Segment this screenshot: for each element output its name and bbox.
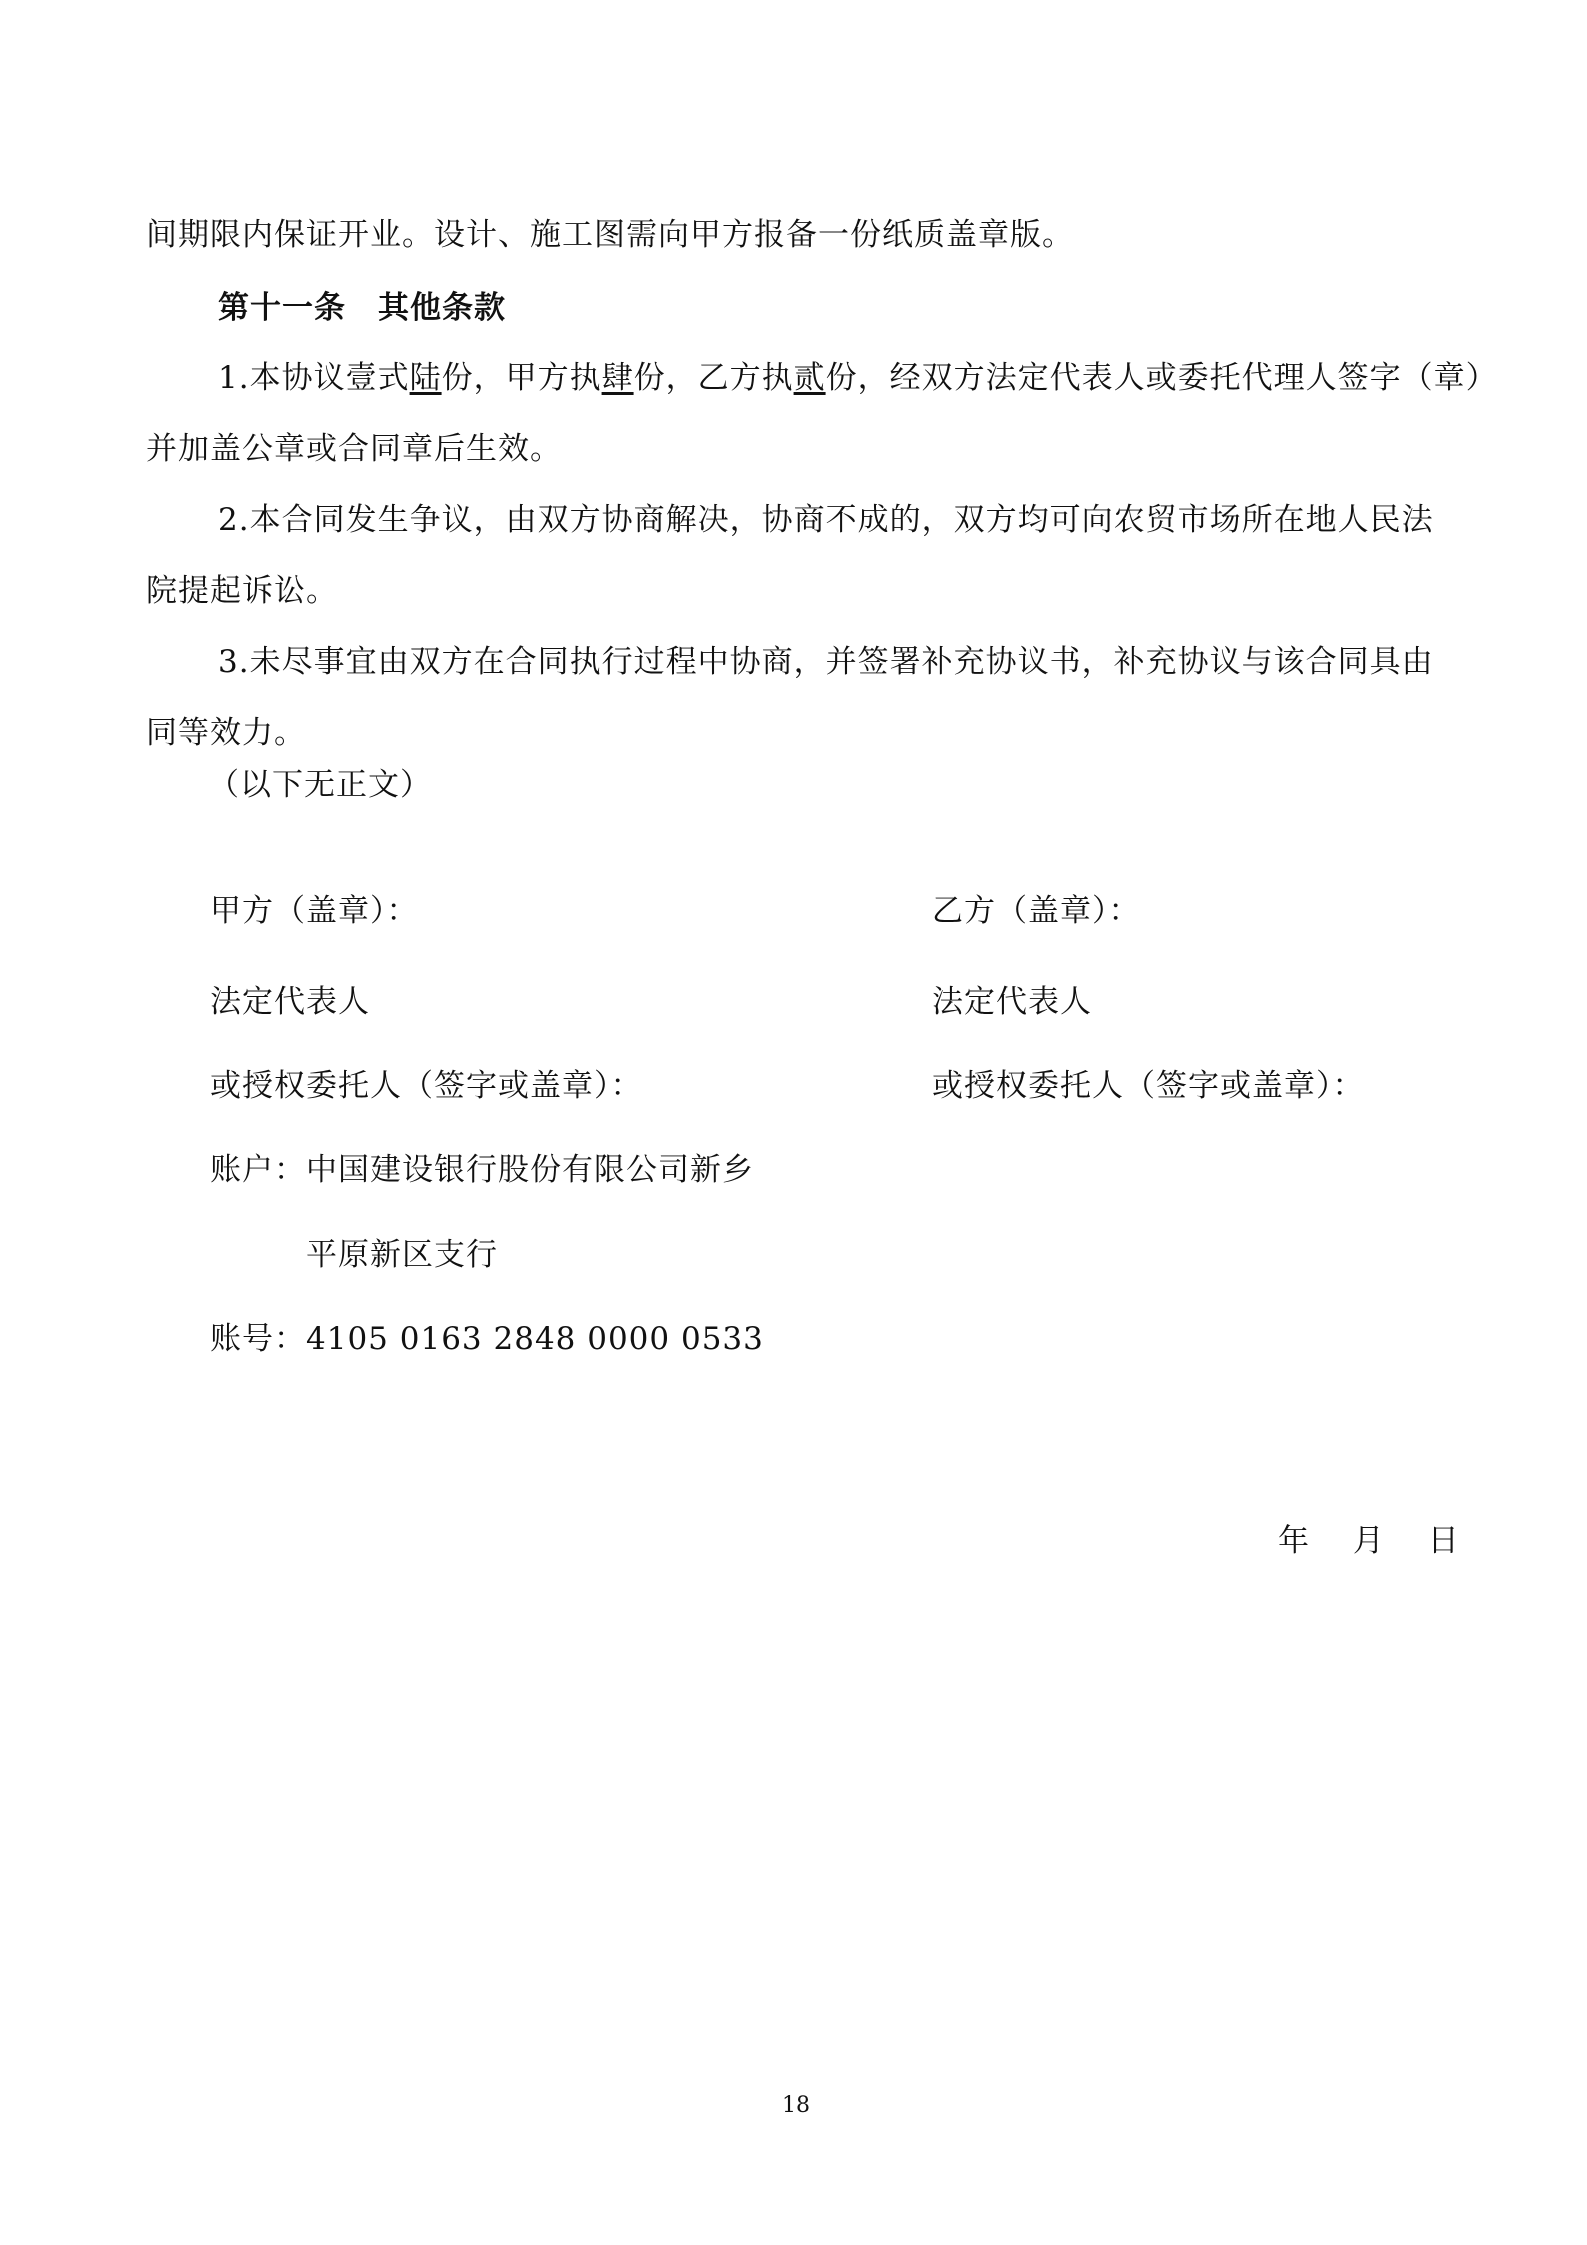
party-b-authorized-label: 或授权委托人（签字或盖章）： xyxy=(932,1068,1365,1104)
clause-1-line-2: 并加盖公章或合同章后生效。 xyxy=(146,431,562,467)
page-number: 18 xyxy=(782,2093,810,2118)
copies-party-b: 贰 xyxy=(793,360,826,396)
clause-3-line-1: 3.未尽事宜由双方在合同执行过程中协商，并签署补充协议书，补充协议与该合同具由 xyxy=(218,644,1434,680)
party-a-seal-label: 甲方（盖章）： xyxy=(210,893,419,929)
copies-total: 陆 xyxy=(409,360,442,396)
clause-1-part2: 份，甲方执 xyxy=(441,360,602,396)
bank-account-name: 账户：中国建设银行股份有限公司新乡 xyxy=(210,1152,754,1188)
no-more-text-note: （以下无正文） xyxy=(208,767,432,803)
clause-2-line-2: 院提起诉讼。 xyxy=(146,573,338,609)
date-line: 年 月 日 xyxy=(1278,1523,1460,1559)
bank-account-number: 账号：4105 0163 2848 0000 0533 xyxy=(210,1321,764,1357)
clause-1-line-1 xyxy=(218,358,1498,398)
party-a-legal-rep-label: 法定代表人 xyxy=(210,984,370,1020)
copies-party-a: 肆 xyxy=(601,360,634,396)
party-a-authorized-label: 或授权委托人（签字或盖章）： xyxy=(210,1068,643,1104)
party-b-seal-label: 乙方（盖章）： xyxy=(932,893,1141,929)
bank-branch-name: 平原新区支行 xyxy=(306,1237,498,1273)
clause-1-part3: 份，乙方执 xyxy=(633,360,794,396)
paragraph-continuation: 间期限内保证开业。设计、施工图需向甲方报备一份纸质盖章版。 xyxy=(146,217,1074,253)
clause-1-part4: 份，经双方法定代表人或委托代理人签字（章） xyxy=(825,360,1498,396)
clause-1-prefix: 1.本协议壹式 xyxy=(218,360,410,396)
article-heading: 第十一条 其他条款 xyxy=(218,290,506,326)
clause-3-line-2: 同等效力。 xyxy=(146,715,306,751)
party-b-legal-rep-label: 法定代表人 xyxy=(932,984,1092,1020)
clause-2-line-1: 2.本合同发生争议，由双方协商解决，协商不成的，双方均可向农贸市场所在地人民法 xyxy=(218,502,1434,538)
